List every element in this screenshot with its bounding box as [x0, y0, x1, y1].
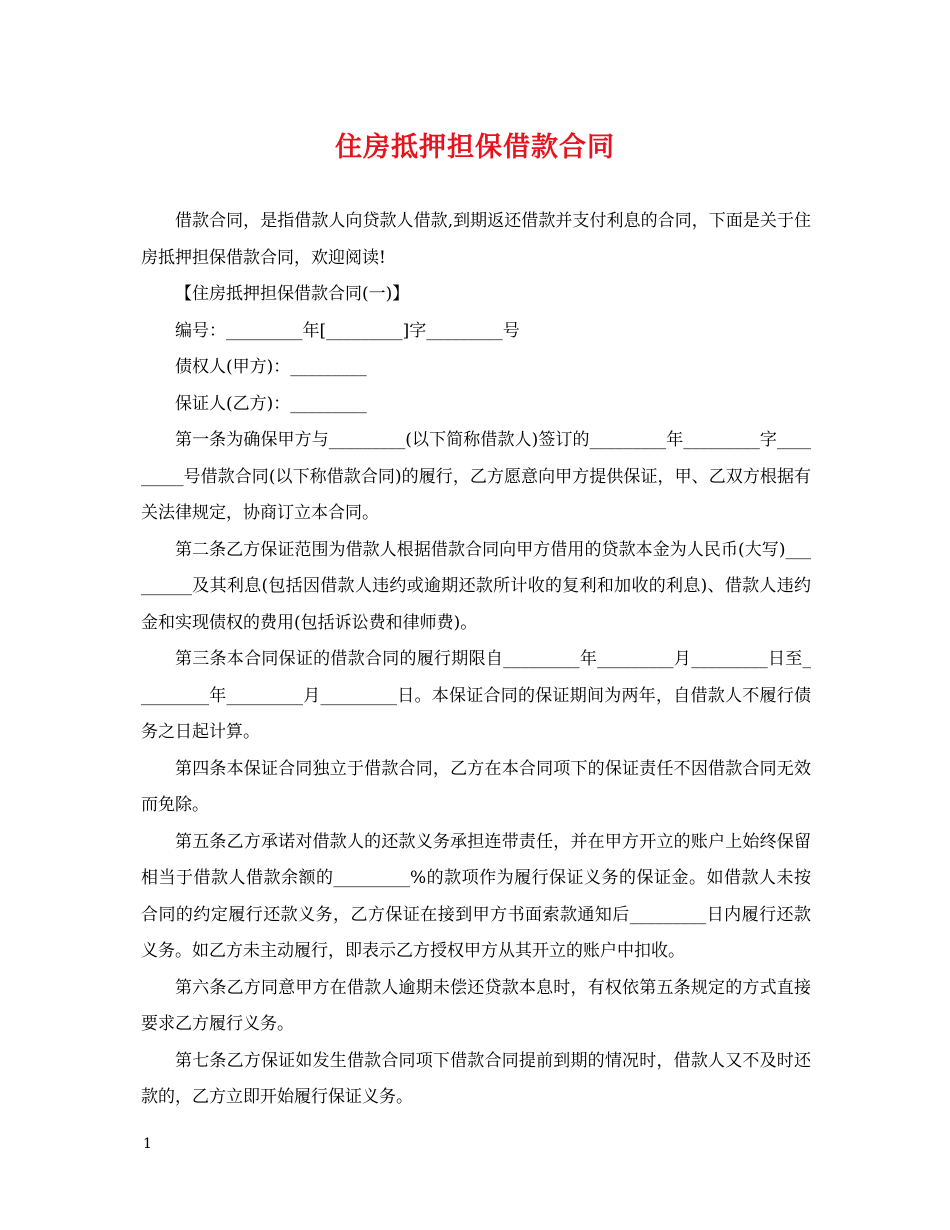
article-1: 第一条为确保甲方与_________(以下简称借款人)签订的_________年_________字_________号借款合同(以下称借款合同)的履行，乙方愿意向甲方提供保证，甲、乙双方根据有关法律规定，协商订立本合同。: [141, 430, 811, 523]
document-body: [141, 203, 811, 1116]
article-2: 第二条乙方保证范围为借款人根据借款合同向甲方借用的贷款本金为人民币(大写)_________及其利息(包括因借款人违约或逾期还款所计收的复利和加收的利息)、借款人违约金和实现债权的费用(包括诉讼费和律师费)。: [141, 539, 811, 633]
guarantor-line: 保证人(乙方)：_________: [175, 393, 367, 414]
creditor-line: 债权人(甲方)：_________: [175, 357, 367, 377]
article-6: 第六条乙方同意甲方在借款人逾期未偿还贷款本息时，有权依第五条规定的方式直接要求乙方履行义务。: [141, 977, 811, 1034]
contract-heading: 【住房抵押担保借款合同(一)】: [175, 284, 410, 304]
article-7: 第七条乙方保证如发生借款合同项下借款合同提前到期的情况时，借款人又不及时还款的，乙方立即开始履行保证义务。: [141, 1050, 811, 1107]
page-number: 1: [143, 1136, 152, 1152]
contract-number-line: 编号：_________年[_________]字_________号: [175, 320, 520, 341]
article-3: 第三条本合同保证的借款合同的履行期限自_________年_________月_________日至_________年_________月_________日。本保证合同的保证期间为两年，自借款人不履行债务之日起计算。: [141, 649, 811, 742]
article-4: 第四条本保证合同独立于借款合同，乙方在本合同项下的保证责任不因借款合同无效而免除。: [141, 758, 811, 815]
document-title: 住房抵押担保借款合同: [335, 132, 615, 163]
intro-paragraph: 借款合同，是指借款人向贷款人借款,到期返还借款并支付利息的合同，下面是关于住房抵押担保借款合同，欢迎阅读!: [141, 211, 811, 268]
article-5: 第五条乙方承诺对借款人的还款义务承担连带责任，并在甲方开立的账户上始终保留相当于借款人借款余额的_________%的款项作为履行保证义务的保证金。如借款人未按合同的约定履行还款义务，乙方保证在接到甲方书面索款通知后_________日内履行还款义务。如乙方未主动履行，即表示乙方授权甲方从其开立的账户中扣收。: [141, 831, 811, 961]
